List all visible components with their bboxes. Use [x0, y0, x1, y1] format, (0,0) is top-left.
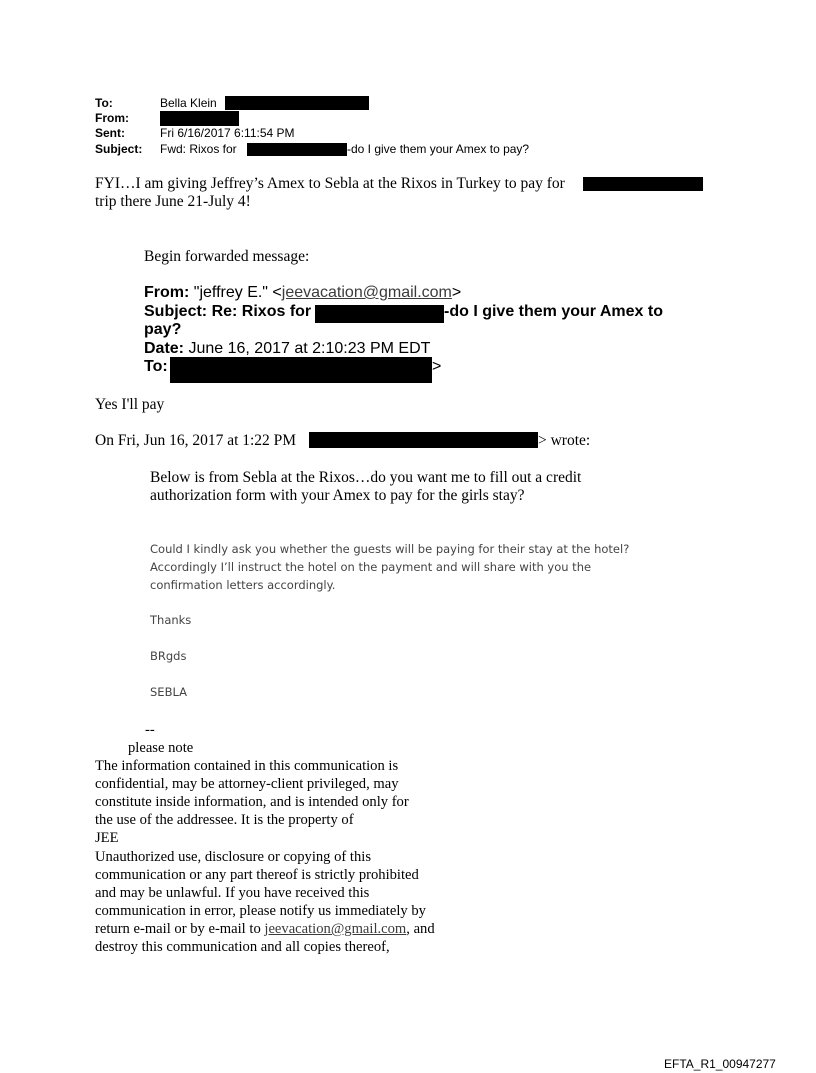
quote-header-suffix: > wrote:: [538, 432, 591, 449]
disclaimer-line: and may be unlawful. If you have received this: [95, 885, 370, 901]
subject-prefix: Fwd: Rixos for: [160, 142, 237, 156]
fwd-from-email-link[interactable]: jeevacation@gmail.com: [281, 284, 452, 301]
disclaimer-line: The information contained in this communication is: [95, 758, 399, 774]
sebla-line-3: confirmation letters accordingly.: [150, 578, 336, 592]
redaction: [309, 432, 538, 448]
intro-line-1: FYI…I am giving Jeffrey’s Amex to Sebla at the Rixos in Turkey to pay for: [95, 175, 565, 192]
disclaimer-email-link[interactable]: jeevacation@gmail.com: [264, 921, 407, 937]
intro-line-2: trip there June 21-July 4!: [95, 193, 251, 210]
disclaimer-line: confidential, may be attorney-client privileged, may: [95, 776, 399, 792]
redaction: [315, 305, 444, 323]
reply-text: Yes I'll pay: [95, 396, 165, 413]
to-value: Bella Klein: [160, 96, 217, 110]
begin-forwarded: Begin forwarded message:: [144, 248, 310, 265]
disclaimer-line: Unauthorized use, disclosure or copying of this: [95, 849, 372, 865]
disclaimer-line: communication or any part thereof is strictly prohibited: [95, 867, 419, 883]
redaction: [583, 177, 703, 191]
fwd-to-close: >: [432, 358, 442, 375]
fwd-subject-prefix: Re: Rixos for: [211, 303, 312, 320]
sebla-signature: SEBLA: [150, 685, 187, 699]
disclaimer-email-suffix: , and: [406, 921, 435, 937]
disclaimer-line: constitute inside information, and is intended only for: [95, 794, 409, 810]
from-label: From:: [95, 111, 129, 125]
fwd-from-close: >: [451, 284, 462, 301]
sent-label: Sent:: [95, 126, 125, 140]
disclaimer-line: JEE: [95, 830, 119, 846]
fwd-subject-line: [144, 303, 311, 321]
disclaimer-line: communication in error, please notify us immediately by: [95, 903, 426, 919]
fwd-subject-suffix: -do I give them your Amex to: [444, 303, 663, 320]
fwd-from-label: From:: [144, 284, 190, 301]
redaction: [247, 143, 347, 156]
fwd-from-name: "jeffrey E." <: [193, 284, 282, 301]
disclaimer-email-prefix: return e-mail or by e-mail to: [95, 921, 265, 937]
fwd-to-label: To:: [144, 358, 168, 375]
document-id: EFTA_R1_00947277: [664, 1057, 776, 1071]
quoted-line-1: Below is from Sebla at the Rixos…do you want me to fill out a credit: [150, 469, 582, 486]
redaction: [225, 96, 369, 110]
redaction: [160, 111, 239, 126]
signature-separator: --: [145, 722, 155, 738]
please-note: please note: [128, 740, 194, 756]
fwd-date-label: Date:: [144, 340, 185, 357]
subject-suffix: -do I give them your Amex to pay?: [347, 142, 530, 156]
quote-header-prefix: On Fri, Jun 16, 2017 at 1:22 PM: [95, 432, 297, 449]
sebla-brgds: BRgds: [150, 649, 187, 663]
fwd-from-line: [144, 284, 461, 302]
disclaimer-final: destroy this communication and all copies thereof,: [95, 939, 390, 955]
to-label: To:: [95, 96, 113, 110]
quoted-line-2: authorization form with your Amex to pay for the girls stay?: [150, 487, 525, 504]
sebla-thanks: Thanks: [150, 613, 192, 627]
disclaimer-line: the use of the addressee. It is the property of: [95, 812, 354, 828]
redaction: [170, 357, 432, 383]
fwd-subject-line-2: pay?: [144, 321, 182, 338]
sebla-line-1: Could I kindly ask you whether the guests will be paying for their stay at the hotel?: [150, 542, 630, 556]
fwd-date-line: [144, 340, 430, 358]
fwd-date-value: June 16, 2017 at 2:10:23 PM EDT: [188, 340, 431, 357]
disclaimer-email-line: [95, 920, 435, 938]
fwd-subject-label: Subject:: [144, 303, 208, 320]
sent-value: Fri 6/16/2017 6:11:54 PM: [160, 126, 295, 140]
subject-label: Subject:: [95, 142, 143, 156]
sebla-line-2: Accordingly I’ll instruct the hotel on the payment and will share with you the: [150, 560, 592, 574]
